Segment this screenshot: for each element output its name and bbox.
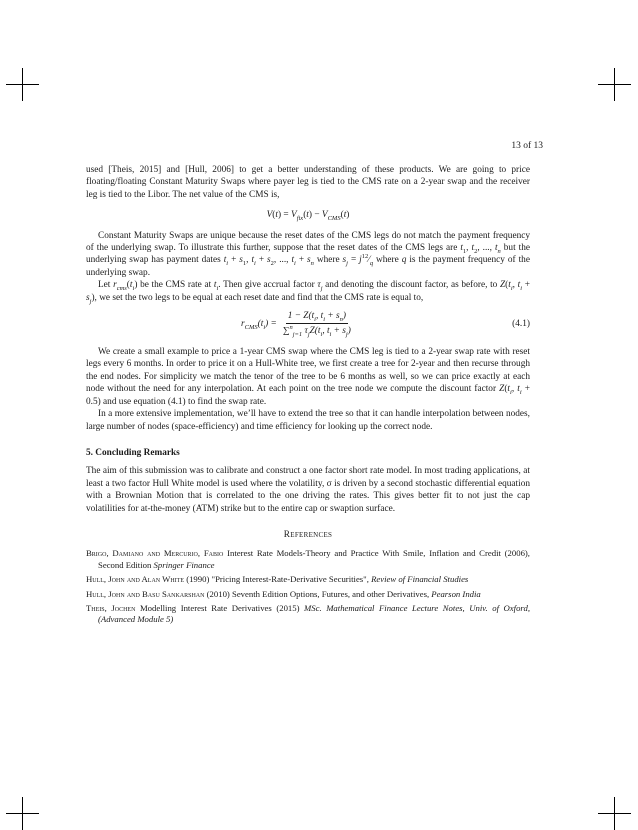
references-heading: References: [283, 529, 333, 540]
page-content: [86, 164, 530, 629]
paragraph: We create a small example to price a 1-year CMS swap where the CMS leg is tied to a 2-year swap rate with reset legs every 6 months. In order to price it on a Hull-White tree, we first create a tree for 2-year and then recurse through the end nodes. For simplicity we match the tenor of the tree to be 6 months as well, so we can price exactly at each node without the need for any interpolation. At each point on the tree node we compute the discount factor $Z(t_i$, $t_i + 0.5$) and use equation (4.1) to find the swap rate.: [86, 347, 530, 407]
equation-cms-rate: $r_{CMS}(t_i)$ = $\frac{1 - Z(t_i, t_i + s_n)}{\sum^n_{j=1} \tau_jZ(t_i, t_i + s_j)}$ (4.1): [241, 311, 530, 339]
paragraph: In a more extensive implementation, we’ll have to extend the tree so that it can handle interpolation between nodes, large number of nodes (space-efficiency) and time efficiency for looking up the correct node.: [86, 409, 530, 432]
reference-item: Hull, John and Basu Sankarshan (2010) Seventh Edition Options, Futures, and other Derivatives, Pearson India: [86, 588, 481, 599]
equation-net-value: $V(t) = V_{fix}(t) - V_{CMS}(t)$: [266, 210, 350, 223]
crop-mark: [22, 797, 23, 830]
paragraph: used [Theis, 2015] and [Hull, 2006] to get a better understanding of these products. We are going to price floating/floating Constant Maturity Swaps where payer leg is tied to the CMS rate on a 2-year swap and the receiver leg is tied to the Libor. The net value of the CMS is,: [86, 165, 530, 200]
equation-number: (4.1): [512, 319, 530, 330]
reference-item: Hull, John and Alan White (1990) "Pricing Interest-Rate-Derivative Securities", Review of Financial Studies: [86, 574, 469, 585]
reference-item: Brigo, Damiano and Mercurio, Fabio Interest Rate Models-Theory and Practice With Smile, Inflation and Credit (2006), Second Edition Springer Finance: [86, 548, 530, 570]
crop-mark: [614, 797, 615, 830]
section-heading: 5. Concluding Remarks: [86, 447, 180, 458]
reference-item: Theis, Jochen Modelling Interest Rate Derivatives (2015) MSc. Mathematical Finance Lecture Notes, Univ. of Oxford, (Advanced Module 5): [86, 602, 530, 625]
paragraph: Let $r_{cms}(t_i)$ be the CMS rate at $t_i$. Then give accrual factor $\tau_j$ and denoting the discount factor, as before, to $Z(t_i$, $t_i + s_j$), we set the two legs to be equal at each reset date and find that the CMS rate is equal to,: [86, 280, 530, 305]
crop-mark: [614, 68, 615, 101]
paragraph: Constant Maturity Swaps are unique because the reset dates of the CMS legs do not match the payment frequency of the underlying swap. To illustrate this further, suppose that the reset dates of the CMS legs are $t_1$, $t_2$, ..., $t_n$ but the underlying swap has payment dates $t_i + s_1$, $t_i + s_2$, ..., $t_i + s_n$ where $s_j$ = $j^{12}⁄_q$ where q is the payment frequency of the underlying swap.: [86, 230, 530, 278]
page-number: 13 of 13: [511, 141, 543, 151]
crop-mark: [22, 68, 23, 101]
paragraph: The aim of this submission was to calibrate and construct a one factor short rate model. In most trading applications, at least a two factor Hull White model is used where the volatility, σ is driven by a second stochastic differential equation with a Brownian Motion that is correlated to the one driving the rates. This gives better fit to not just the cap volatilities for at-the-money (ATM) strike but to the entire cap or swaption surface.: [86, 466, 530, 514]
